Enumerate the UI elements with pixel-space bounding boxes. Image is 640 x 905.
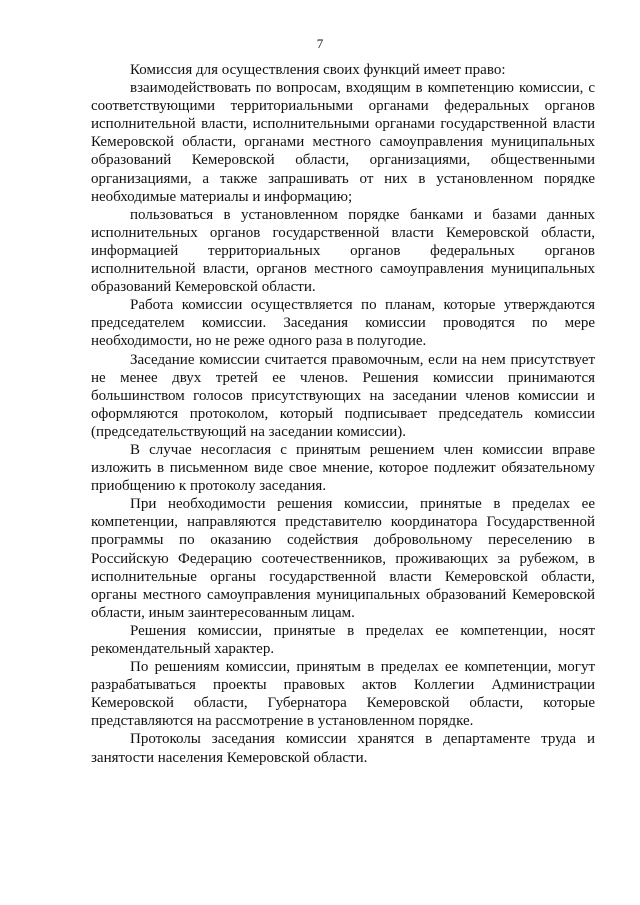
paragraph-right-interact: взаимодействовать по вопросам, входящим в компетенцию комиссии, с соответствующими территориальными органами федеральных органов исполнительной власти, исполнительными органами государственной власти Кемеровской области, органами местного самоуправления муниципальных образований Кемеровской области, организациями, общественными организациями, а также запрашивать от них в установленном порядке необходимые материалы и информацию;	[91, 80, 595, 205]
paragraph-right-databases: пользоваться в установленном порядке банками и базами данных исполнительных органов государственной власти Кемеровской области, информацией территориальных органов федеральных органов исполнительной власти, органов местного самоуправления муниципальных образований Кемеровской области.	[91, 206, 595, 296]
paragraph-quorum: Заседание комиссии считается правомочным, если на нем присутствует не менее двух третей ее членов. Решения комиссии принимаются большинством голосов присутствующих на заседании членов комиссии и оформляются протоколом, который подписывает председатель комиссии (председательствующий на заседании комиссии).	[91, 351, 595, 440]
paragraph-legal-acts: По решениям комиссии, принятым в пределах ее компетенции, могут разрабатываться проекты правовых актов Коллегии Администрации Кемеровской области, Губернатора Кемеровской области, которые представляются на рассмотрение в установленном порядке.	[91, 659, 595, 730]
page-number: 7	[316, 36, 324, 51]
paragraph-distribution: При необходимости решения комиссии, принятые в пределах ее компетенции, направляются представителю координатора Государственной программы по оказанию содействия добровольному переселению в Российскую Федерацию соотечественников, проживающих за рубежом, в исполнительные органы государственной власти Кемеровской области, органы местного самоуправления муниципальных образований Кемеровской области, иным заинтересованным лицам.	[91, 496, 595, 621]
paragraph-rights-intro: Комиссия для осуществления своих функций имеет право:	[130, 62, 506, 78]
paragraph-advisory: Решения комиссии, принятые в пределах ее компетенции, носят рекомендательный характер.	[91, 622, 595, 657]
paragraph-protocol-storage: Протоколы заседания комиссии хранятся в департаменте труда и занятости населения Кемеровской области.	[91, 731, 595, 766]
paragraph-dissent: В случае несогласия с принятым решением член комиссии вправе изложить в письменном виде свое мнение, которое подлежит обязательному приобщению к протоколу заседания.	[91, 441, 595, 495]
document-body	[91, 61, 595, 767]
paragraph-work-plans: Работа комиссии осуществляется по планам, которые утверждаются председателем комиссии. Заседания комиссии проводятся по мере необходимости, но не реже одного раза в полугодие.	[91, 297, 595, 350]
